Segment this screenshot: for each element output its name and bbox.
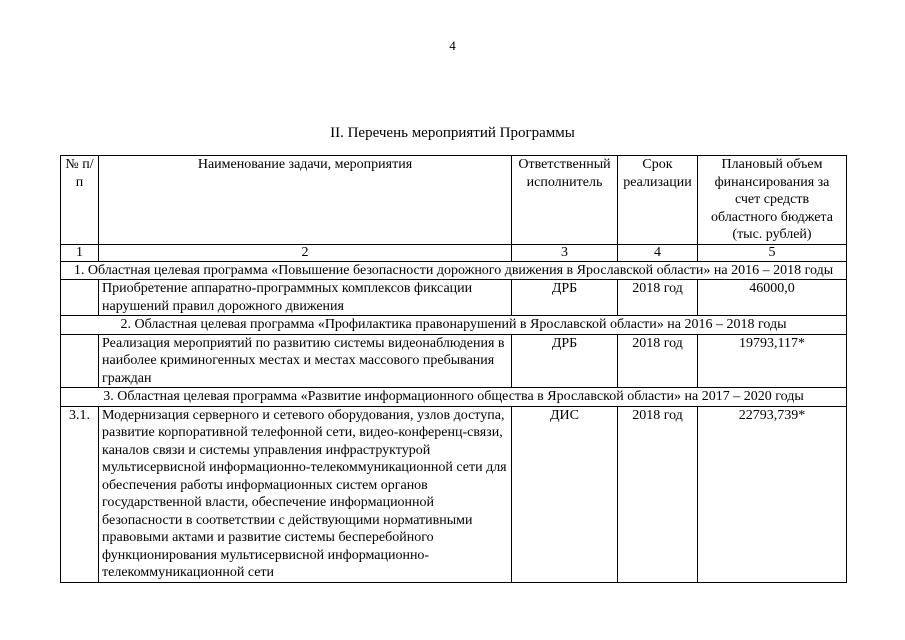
row-number: 3.1. xyxy=(61,406,99,582)
program-section-row xyxy=(61,388,847,407)
header-cell-period: Срок реализации xyxy=(618,156,698,245)
header-cell-amount: Плановый объем финансирования за счет средств областного бюджета (тыс. рублей) xyxy=(698,156,847,245)
section-title: II. Перечень мероприятий Программы xyxy=(330,125,575,141)
row-number xyxy=(61,334,99,388)
header-cell-number: № п/п xyxy=(61,156,99,245)
table-row xyxy=(61,406,847,582)
program-section-row xyxy=(61,261,847,280)
table-row xyxy=(61,334,847,388)
program-section-row xyxy=(61,316,847,335)
period: 2018 год xyxy=(618,334,698,388)
funding-amount: 46000,0 xyxy=(698,280,847,316)
header-cell-executor: Ответственный исполнитель xyxy=(512,156,618,245)
program-title: 1. Областная целевая программа «Повышение безопасности дорожного движения в Ярославской области» на 2016 – 2018 годы xyxy=(61,261,847,280)
executor: ДРБ xyxy=(512,334,618,388)
measure-name: Реализация мероприятий по развитию системы видеонаблюдения в наиболее криминогенных местах и местах массового пребывания граждан xyxy=(99,334,512,388)
period: 2018 год xyxy=(618,406,698,582)
column-number: 2 xyxy=(99,244,512,261)
column-number: 1 xyxy=(61,244,99,261)
column-number-row xyxy=(61,244,847,261)
header-cell-name: Наименование задачи, мероприятия xyxy=(99,156,512,245)
column-number: 5 xyxy=(698,244,847,261)
column-number: 4 xyxy=(618,244,698,261)
row-number xyxy=(61,280,99,316)
executor: ДРБ xyxy=(512,280,618,316)
program-title: 3. Областная целевая программа «Развитие информационного общества в Ярославской области» на 2017 – 2020 годы xyxy=(61,388,847,407)
funding-amount: 22793,739* xyxy=(698,406,847,582)
measures-table xyxy=(60,155,847,583)
page-number: 4 xyxy=(449,38,456,53)
table-header-row xyxy=(61,156,847,245)
measure-name: Модернизация серверного и сетевого оборудования, узлов доступа, развитие корпоративной телефонной сети, видео-конференц-связи, каналов связи и системы управления инфраструктурой мультисервисной информационно-телекоммуникационной сети для обеспечения работы информационных систем органов государственной власти, обеспечение информационной безопасности в соответствии с действующими нормативными правовыми актами и развитие системы бесперебойного функционирования мультисервисной информационно-телекоммуникационной сети xyxy=(99,406,512,582)
funding-amount: 19793,117* xyxy=(698,334,847,388)
executor: ДИС xyxy=(512,406,618,582)
table-row xyxy=(61,280,847,316)
program-title: 2. Областная целевая программа «Профилактика правонарушений в Ярославской области» на 2016 – 2018 годы xyxy=(61,316,847,335)
column-number: 3 xyxy=(512,244,618,261)
period: 2018 год xyxy=(618,280,698,316)
measure-name: Приобретение аппаратно-программных комплексов фиксации нарушений правил дорожного движения xyxy=(99,280,512,316)
